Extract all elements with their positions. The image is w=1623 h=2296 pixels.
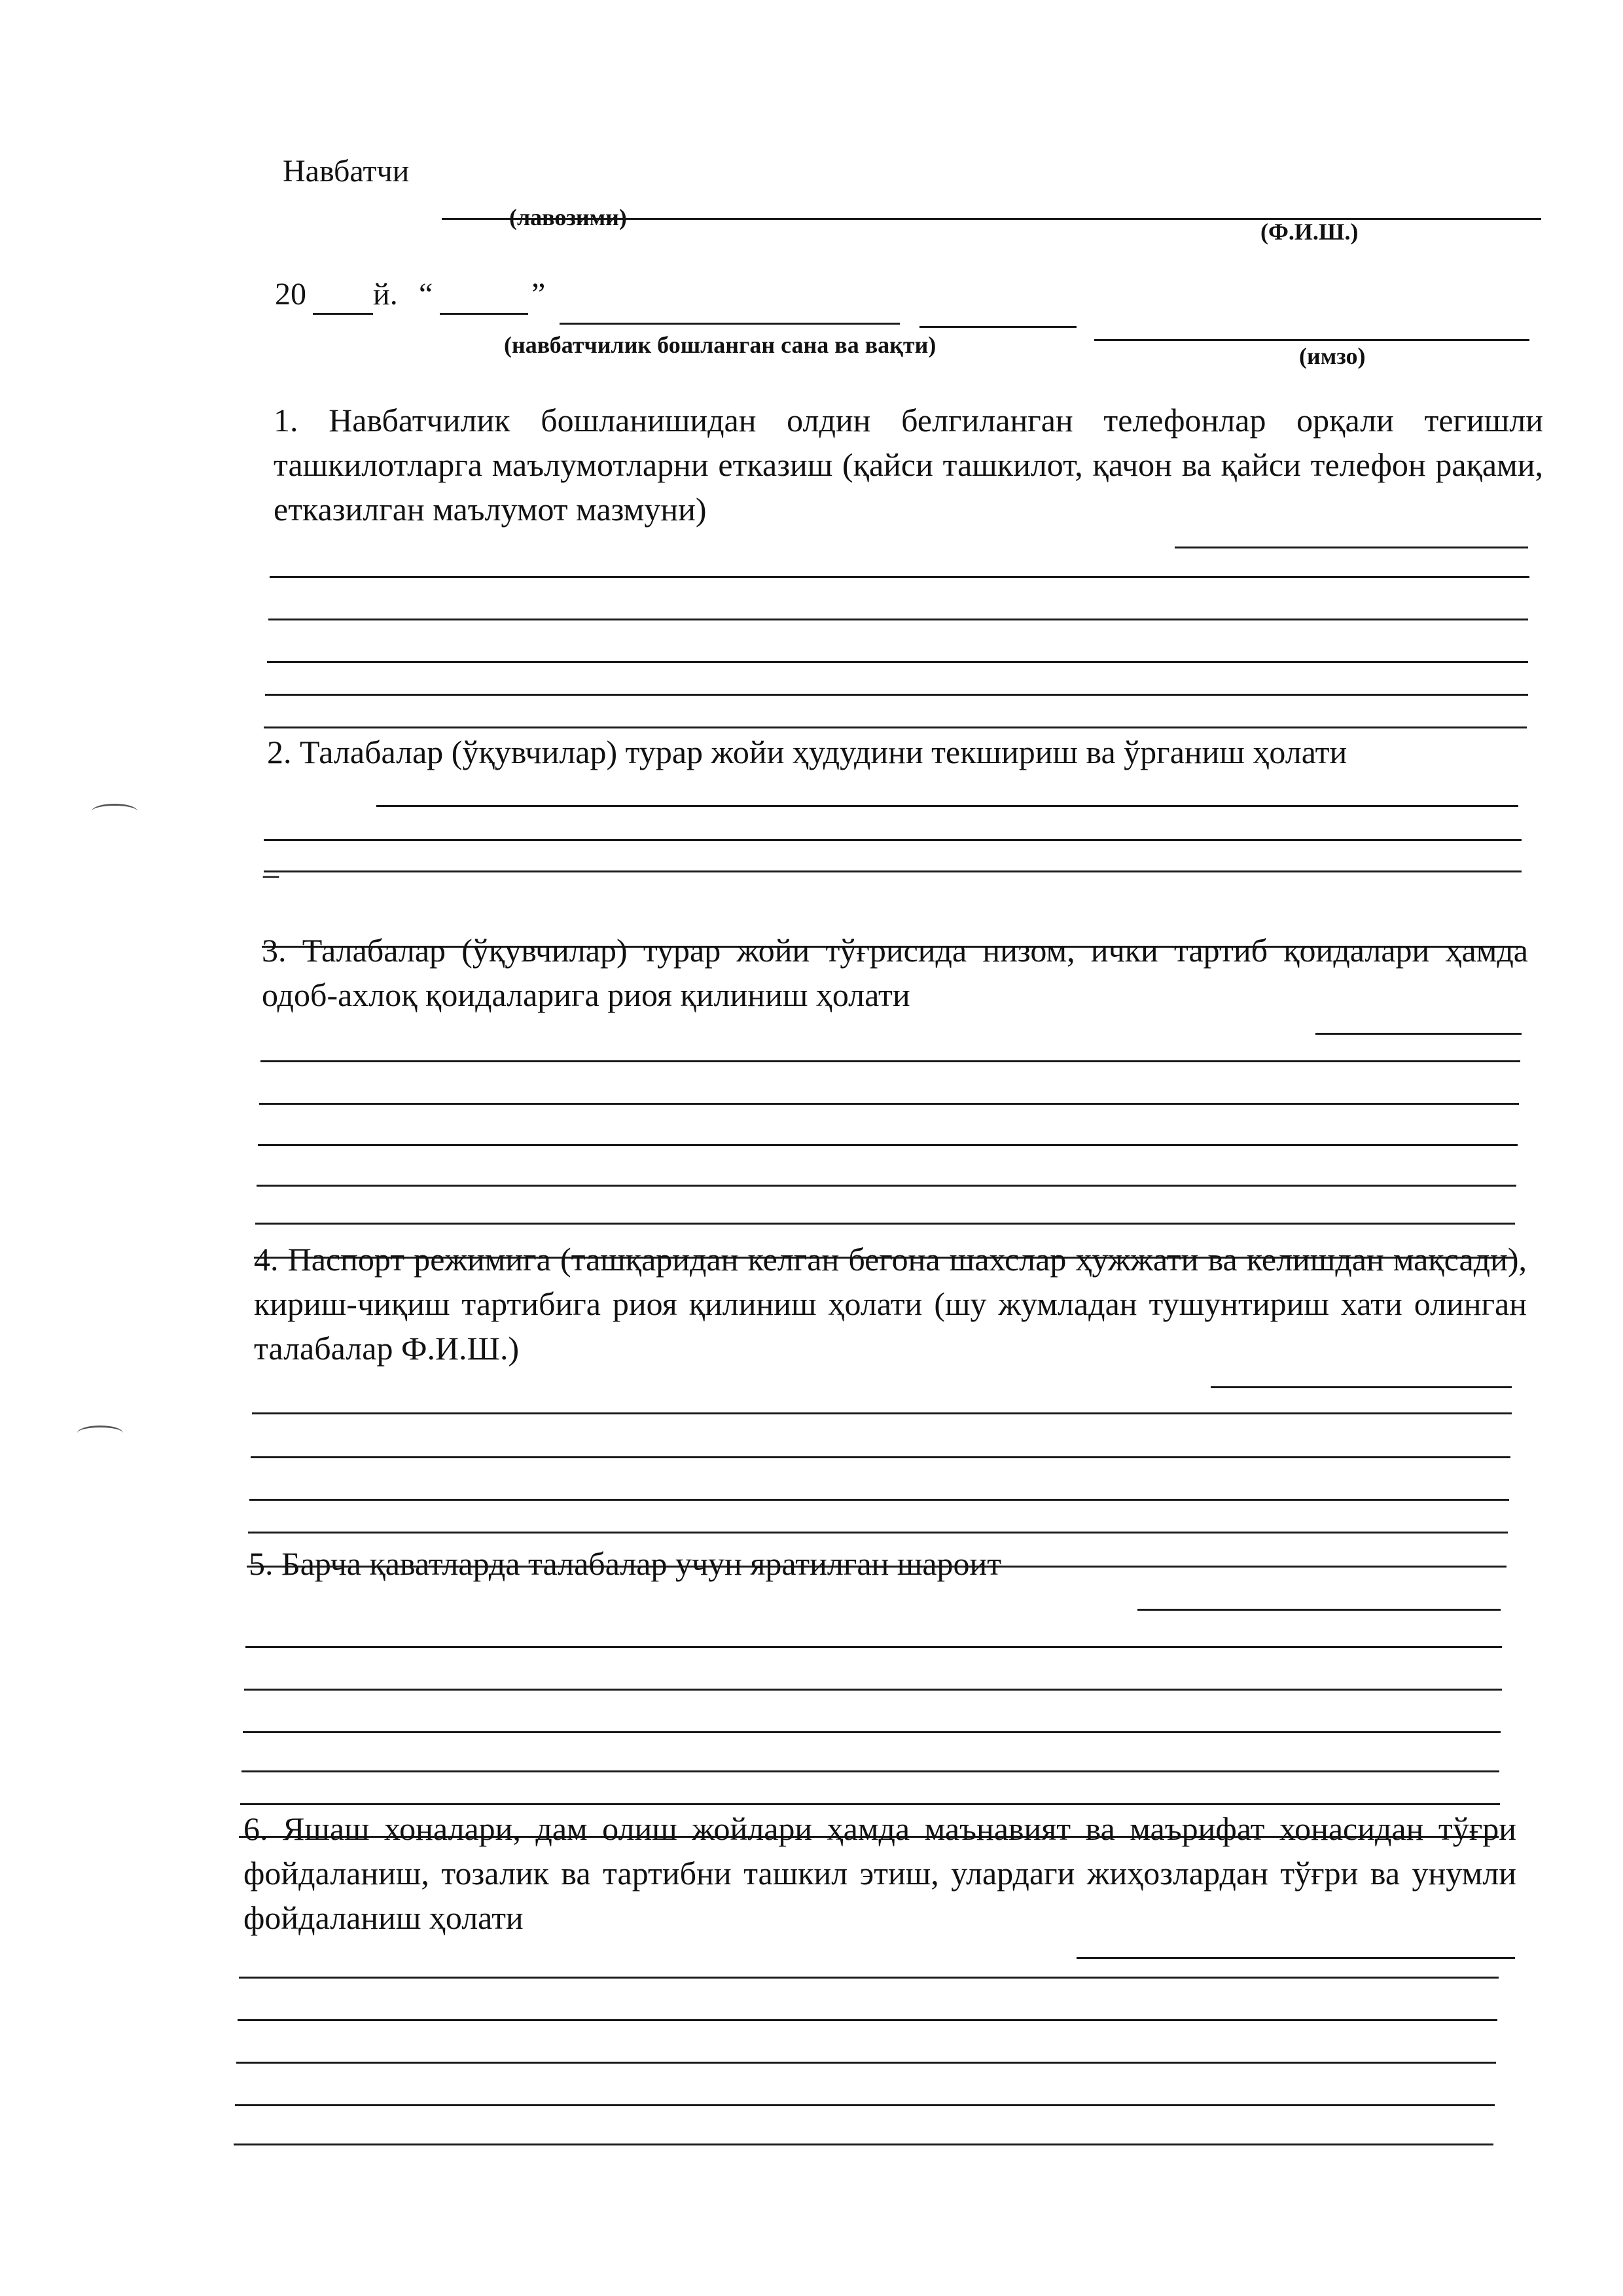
day-fill-line[interactable] (440, 313, 528, 315)
section-3-line[interactable] (258, 1144, 1518, 1146)
section-5-line[interactable] (244, 1689, 1502, 1691)
year-prefix: 20 (275, 277, 306, 312)
time-fill-line[interactable] (919, 326, 1077, 328)
section-6-text: 6. Яшаш хоналари, дам олиш жойлари ҳамда маънавият ва маърифат хонасидан тўғри фойдаланиш, тозалик ва тартибни ташкил этиш, улардаги жиҳозлардан тўғри ва унумли фойдаланиш ҳолати (243, 1810, 1516, 1936)
section-4-line-inline[interactable] (1211, 1386, 1512, 1388)
section-5-line[interactable] (240, 1803, 1500, 1805)
section-3-line-inline[interactable] (1315, 1033, 1522, 1035)
section-6-line[interactable] (235, 2104, 1495, 2106)
open-quote: “ (419, 277, 433, 312)
section-1-line[interactable] (270, 576, 1529, 578)
section-2-line[interactable] (264, 839, 1522, 841)
punch-hole-mark (92, 804, 137, 819)
section-2-line-inline[interactable] (376, 805, 1518, 807)
year-suffix: й. (373, 277, 398, 312)
section-4-line[interactable] (252, 1412, 1512, 1414)
section-4-line[interactable] (251, 1456, 1510, 1458)
stray-dash: _ (263, 846, 279, 881)
section-3-line[interactable] (260, 1060, 1520, 1062)
section-3-text: 3. Талабалар (ўқувчилар) турар жойи тўғрисида низом, ички тартиб қоидалари ҳамда одоб-ахлоқ қоидаларига риоя қилиниш ҳолати (262, 932, 1528, 1013)
section-6-line[interactable] (236, 2062, 1496, 2064)
section-1-line[interactable] (265, 694, 1528, 696)
fio-caption: (Ф.И.Ш.) (1260, 219, 1359, 245)
section-2-text: 2. Талабалар (ўқувчилар) турар жойи ҳудудини текшириш ва ўрганиш ҳолати (267, 734, 1347, 770)
section-1-line[interactable] (267, 661, 1528, 663)
section-6-line-inline[interactable] (1077, 1957, 1515, 1959)
section-3-line[interactable] (255, 1223, 1515, 1225)
duty-label: Навбатчи (283, 154, 410, 188)
section-1-line[interactable] (268, 619, 1528, 620)
month-fill-line[interactable] (560, 323, 900, 325)
year-fill-line[interactable] (313, 313, 373, 315)
section-6-line[interactable] (234, 2144, 1493, 2145)
section-1-line[interactable] (264, 726, 1527, 728)
start-caption: (навбатчилик бошланган сана ва вақти) (504, 332, 936, 358)
section-6-line[interactable] (238, 2019, 1497, 2021)
section-1-text: 1. Навбатчилик бошланишидан олдин белгиланган телефонлар орқали тегишли ташкилотларга маълумотларни етказиш (қайси ташкилот, қачон ва қайси телефон рақами, етказилган маълумот мазмуни) (274, 402, 1543, 528)
section-5-text: 5. Барча қаватларда талабалар учун яратилган шароит (249, 1545, 1002, 1582)
signature-caption: (имзо) (1299, 343, 1366, 369)
section-4-line[interactable] (249, 1499, 1509, 1501)
section-3-line[interactable] (259, 1103, 1519, 1105)
close-quote: ” (531, 277, 546, 312)
section-5-line[interactable] (245, 1646, 1502, 1648)
signature-fill-line[interactable] (1094, 339, 1529, 341)
section-6-line[interactable] (239, 1977, 1499, 1979)
section-5-line[interactable] (241, 1770, 1499, 1772)
section-1-line-inline[interactable] (1175, 547, 1528, 548)
section-5-line[interactable] (243, 1731, 1501, 1733)
position-caption: (лавозими) (509, 204, 627, 230)
section-2-line[interactable] (264, 870, 1522, 872)
punch-hole-mark (77, 1426, 123, 1441)
section-5-line-inline[interactable] (1137, 1609, 1501, 1611)
section-3-line[interactable] (257, 1185, 1516, 1187)
section-4-line[interactable] (248, 1532, 1508, 1534)
section-4-text: 4. Паспорт режимига (ташқаридан келган бегона шахслар ҳужжати ва келишдан мақсади), кириш-чиқиш тартибига риоя қилиниш ҳолати (шу жумладан тушунтириш хати олинган талабалар Ф.И.Ш.) (254, 1241, 1527, 1367)
